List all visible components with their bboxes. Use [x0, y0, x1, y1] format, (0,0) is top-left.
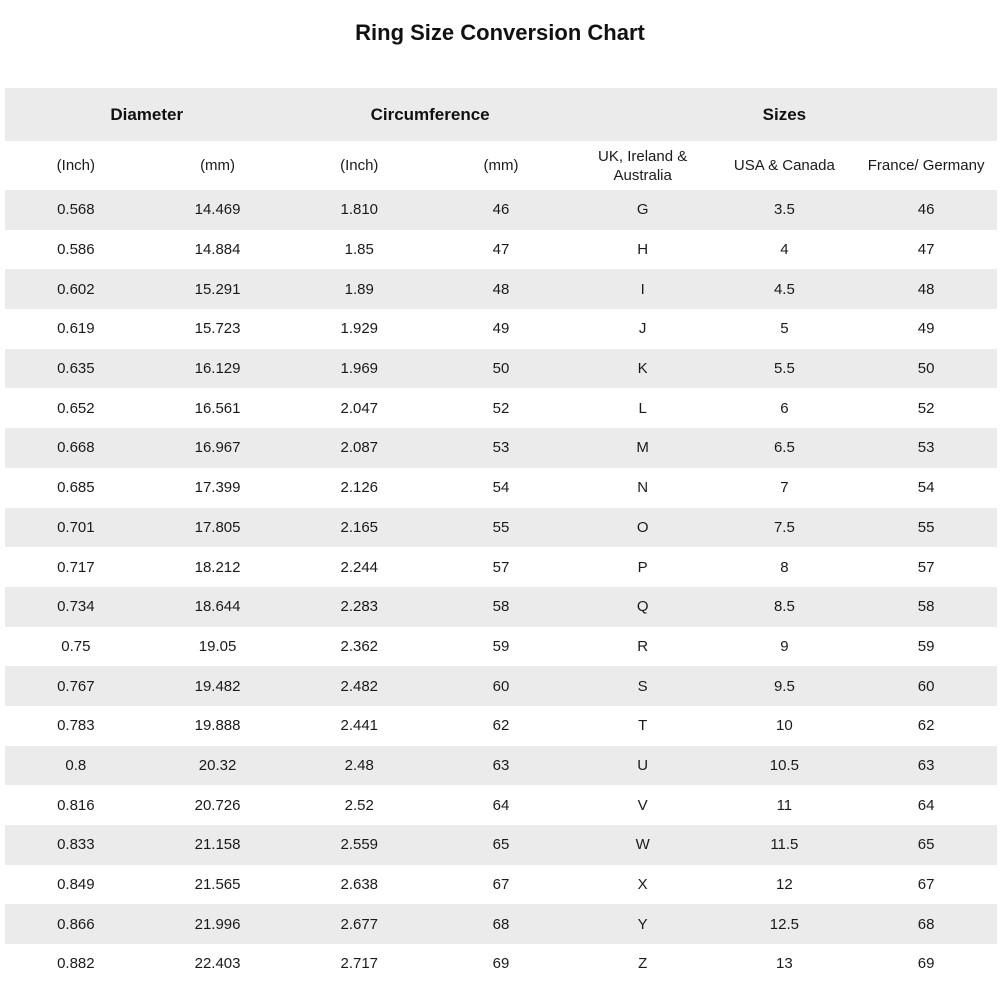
- cell: 58: [492, 598, 510, 616]
- cell: 13: [776, 955, 793, 973]
- column-header-uk-ireland-australia: UK, Ireland & Australia: [598, 147, 688, 184]
- cell: 46: [492, 201, 510, 219]
- cell: 2.047: [340, 399, 379, 417]
- cell: 14.884: [194, 241, 241, 259]
- cell: 15.723: [194, 320, 241, 338]
- cell: U: [637, 756, 649, 774]
- cell: 19.482: [194, 677, 241, 695]
- cell: 62: [492, 717, 510, 735]
- cell: M: [636, 439, 649, 457]
- cell: 1.810: [340, 201, 379, 219]
- cell: 1.929: [340, 320, 379, 338]
- cell: 5: [780, 320, 789, 338]
- cell: 67: [492, 876, 510, 894]
- cell: G: [636, 201, 649, 219]
- group-header-circumference: Circumference: [370, 104, 490, 124]
- group-header-sizes: Sizes: [762, 104, 807, 124]
- cell: Y: [637, 915, 648, 933]
- cell: 52: [492, 399, 510, 417]
- column-header-diameter-inch: (Inch): [56, 157, 96, 174]
- table-row: [5, 547, 997, 587]
- cell: 0.8: [65, 756, 87, 774]
- cell: 62: [917, 717, 935, 735]
- cell: 0.849: [57, 876, 95, 894]
- cell: 2.087: [340, 439, 379, 457]
- cell: 1.969: [340, 360, 379, 378]
- cell: 2.165: [340, 518, 379, 536]
- cell: 2.677: [340, 915, 379, 933]
- cell: O: [636, 518, 649, 536]
- cell: I: [640, 280, 645, 298]
- cell: 18.644: [194, 598, 241, 616]
- cell: 11: [776, 796, 793, 814]
- table-body: [5, 190, 997, 984]
- cell: L: [638, 399, 647, 417]
- cell: 58: [917, 598, 935, 616]
- cell: 7: [780, 479, 789, 497]
- cell: W: [635, 836, 650, 854]
- cell: 5.5: [773, 360, 795, 378]
- cell: 12: [776, 876, 793, 894]
- cell: 49: [492, 320, 510, 338]
- cell: 0.619: [57, 320, 95, 338]
- cell: 50: [492, 360, 510, 378]
- cell: 64: [492, 796, 510, 814]
- cell: 0.882: [57, 955, 95, 973]
- cell: 47: [917, 241, 935, 259]
- table-row: [5, 508, 997, 548]
- table-row: [5, 269, 997, 309]
- table-row: [5, 706, 997, 746]
- column-header-circumference-inch: (Inch): [340, 157, 379, 174]
- cell: 4: [780, 241, 789, 259]
- cell: 68: [492, 915, 510, 933]
- cell: P: [637, 558, 648, 576]
- table-row: [5, 746, 997, 786]
- cell: 6.5: [773, 439, 795, 457]
- cell: 17.399: [194, 479, 241, 497]
- table-row: [5, 388, 997, 428]
- cell: 22.403: [194, 955, 241, 973]
- cell: 16.967: [194, 439, 241, 457]
- cell: 10: [776, 717, 793, 735]
- cell: 68: [917, 915, 935, 933]
- cell: 21.158: [194, 836, 241, 854]
- cell: Z: [638, 955, 648, 973]
- table-row: [5, 190, 997, 230]
- cell: 57: [917, 558, 935, 576]
- cell: 15.291: [194, 280, 241, 298]
- cell: 55: [917, 518, 935, 536]
- cell: 2.559: [340, 836, 379, 854]
- column-header-usa-canada: USA & Canada: [733, 157, 835, 174]
- cell: 60: [492, 677, 510, 695]
- cell: 14.469: [194, 201, 241, 219]
- cell: 2.283: [340, 598, 379, 616]
- cell: 69: [492, 955, 510, 973]
- cell: 0.783: [57, 717, 95, 735]
- table-row: [5, 349, 997, 389]
- cell: 21.996: [194, 915, 241, 933]
- table-row: [5, 825, 997, 865]
- cell: N: [637, 479, 649, 497]
- cell: 67: [917, 876, 935, 894]
- cell: 0.866: [57, 915, 95, 933]
- cell: 0.734: [57, 598, 95, 616]
- table-row: [5, 428, 997, 468]
- cell: 0.568: [57, 201, 95, 219]
- cell: H: [637, 241, 649, 259]
- cell: 12.5: [769, 915, 799, 933]
- cell: K: [637, 360, 648, 378]
- cell: 8: [780, 558, 789, 576]
- cell: 47: [492, 241, 510, 259]
- cell: 20.726: [194, 796, 241, 814]
- table-row: [5, 944, 997, 984]
- table-row: [5, 904, 997, 944]
- group-header-row: [5, 88, 997, 141]
- cell: 1.85: [344, 241, 374, 259]
- cell: 63: [917, 756, 935, 774]
- cell: 65: [917, 836, 935, 854]
- table-row: [5, 666, 997, 706]
- cell: 0.602: [57, 280, 95, 298]
- cell: 2.717: [340, 955, 379, 973]
- table-row: [5, 865, 997, 905]
- cell: 54: [917, 479, 935, 497]
- cell: 8.5: [773, 598, 795, 616]
- cell: 7.5: [773, 518, 795, 536]
- cell: 0.717: [57, 558, 95, 576]
- table-row: [5, 468, 997, 508]
- cell: 11.5: [770, 836, 799, 854]
- cell: 0.816: [57, 796, 95, 814]
- cell: 57: [492, 558, 510, 576]
- cell: V: [637, 796, 648, 814]
- cell: 46: [917, 201, 935, 219]
- cell: 2.126: [340, 479, 379, 497]
- cell: 19.888: [194, 717, 241, 735]
- cell: 53: [492, 439, 510, 457]
- cell: 9: [780, 637, 789, 655]
- cell: 0.586: [57, 241, 95, 259]
- cell: 65: [492, 836, 510, 854]
- cell: 0.635: [57, 360, 95, 378]
- cell: 0.701: [57, 518, 95, 536]
- cell: 64: [917, 796, 935, 814]
- cell: 21.565: [194, 876, 241, 894]
- cell: S: [637, 677, 648, 695]
- cell: Q: [636, 598, 649, 616]
- cell: 69: [917, 955, 935, 973]
- cell: 2.441: [340, 717, 379, 735]
- cell: 53: [917, 439, 935, 457]
- cell: 2.244: [340, 558, 379, 576]
- column-header-circumference-mm: (mm): [483, 157, 519, 174]
- cell: 0.685: [57, 479, 95, 497]
- cell: 55: [492, 518, 510, 536]
- cell: 16.129: [194, 360, 241, 378]
- cell: 0.767: [57, 677, 95, 695]
- table-header: [5, 88, 997, 190]
- cell: 4.5: [773, 280, 795, 298]
- column-header-row: [5, 141, 997, 190]
- cell: 50: [917, 360, 935, 378]
- cell: 17.805: [194, 518, 241, 536]
- cell: 0.833: [57, 836, 95, 854]
- column-header-france-germany: France/ Germany: [867, 157, 985, 174]
- cell: 48: [492, 280, 510, 298]
- cell: 2.482: [340, 677, 379, 695]
- cell: 3.5: [773, 201, 795, 219]
- cell: 2.52: [344, 796, 374, 814]
- table-row: [5, 627, 997, 667]
- table-row: [5, 785, 997, 825]
- cell: 60: [917, 677, 935, 695]
- cell: J: [638, 320, 647, 338]
- cell: 16.561: [194, 399, 241, 417]
- cell: T: [638, 717, 648, 735]
- cell: 10.5: [769, 756, 799, 774]
- group-header-diameter: Diameter: [110, 104, 184, 124]
- cell: 52: [917, 399, 935, 417]
- cell: 59: [492, 637, 510, 655]
- cell: 19.05: [198, 637, 237, 655]
- cell: 2.48: [344, 756, 374, 774]
- cell: 0.668: [57, 439, 95, 457]
- page-title: Ring Size Conversion Chart: [355, 20, 645, 45]
- cell: 6: [780, 399, 789, 417]
- cell: 0.75: [61, 637, 91, 655]
- cell: 54: [492, 479, 510, 497]
- table-row: [5, 230, 997, 270]
- cell: 20.32: [198, 756, 237, 774]
- cell: 59: [917, 637, 935, 655]
- ring-size-conversion-table: [5, 88, 997, 984]
- table-row: [5, 587, 997, 627]
- table-row: [5, 309, 997, 349]
- cell: 0.652: [57, 399, 95, 417]
- cell: 48: [917, 280, 935, 298]
- cell: 2.362: [340, 637, 379, 655]
- column-header-diameter-mm: (mm): [200, 157, 236, 174]
- cell: 18.212: [194, 558, 241, 576]
- cell: 1.89: [344, 280, 374, 298]
- cell: 63: [492, 756, 510, 774]
- cell: R: [637, 637, 649, 655]
- cell: 9.5: [773, 677, 795, 695]
- cell: 49: [917, 320, 935, 338]
- cell: X: [637, 876, 648, 894]
- cell: 2.638: [340, 876, 379, 894]
